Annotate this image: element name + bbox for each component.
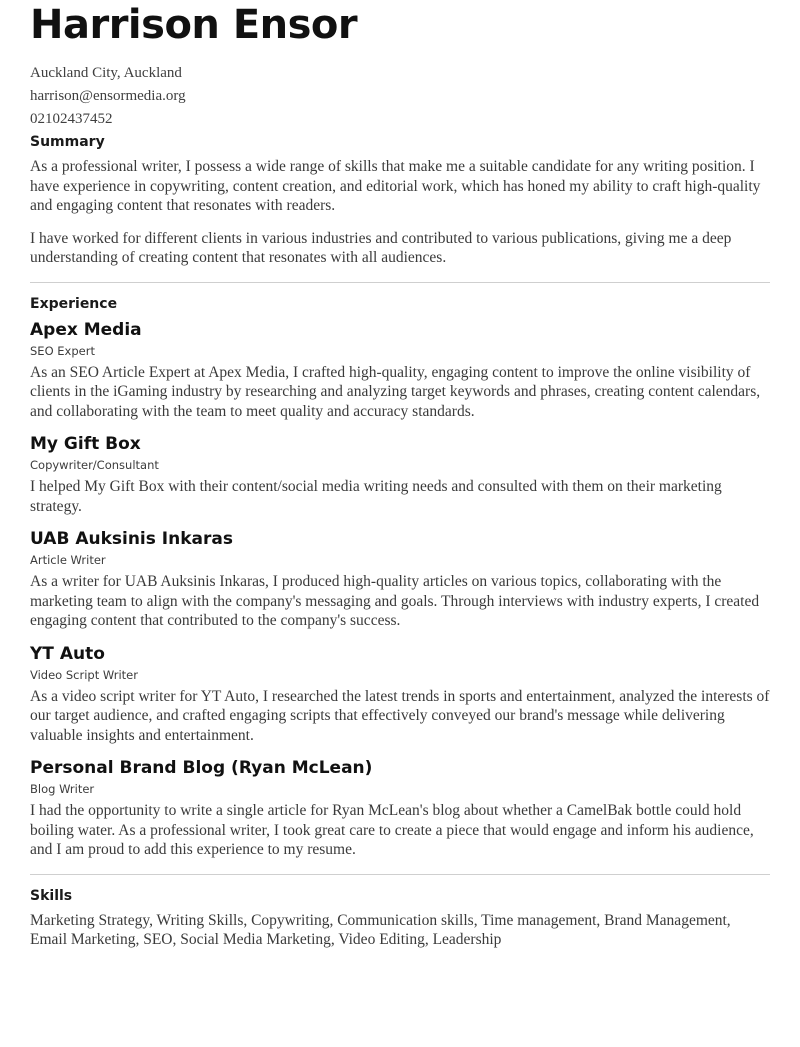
job-company: UAB Auksinis Inkaras (30, 529, 233, 549)
experience-item (30, 643, 770, 746)
section-summary (30, 133, 770, 268)
contact-phone: 02102437452 (30, 111, 113, 127)
job-role: Copywriter/Consultant (30, 458, 159, 472)
experience-item (30, 319, 770, 422)
divider (30, 874, 770, 875)
job-company: Personal Brand Blog (Ryan McLean) (30, 758, 373, 778)
job-company: My Gift Box (30, 434, 141, 454)
contact-location: Auckland City, Auckland (30, 65, 182, 81)
section-title-experience: Experience (30, 295, 118, 312)
section-title-summary: Summary (30, 134, 105, 150)
divider (30, 282, 770, 283)
job-description: As an SEO Article Expert at Apex Media, I crafted high-quality, engaging content to improve the online visibility of clients in the iGaming industry by researching and analyzing target keywords and phrases, creating content calendars, and collaborating with the team to meet quality and accuracy standards. (30, 363, 761, 420)
summary-paragraph: As a professional writer, I possess a wide range of skills that make me a suitable candidate for any writing position. I have experience in copywriting, content creation, and editorial work, which has honed my ability to craft high-quality and engaging content that resonates with readers. (30, 158, 761, 214)
section-skills (30, 887, 770, 950)
job-role: SEO Expert (30, 343, 95, 358)
section-experience (30, 295, 770, 860)
job-description: As a writer for UAB Auksinis Inkaras, I produced high-quality articles on various topics, collaborating with the marketing team to align with the company's messaging and goals. Through interviews with industry experts, I created engaging content that contributed to the company's success. (30, 573, 760, 629)
job-company: Apex Media (30, 319, 142, 340)
contact-email[interactable]: harrison@ensormedia.org (30, 88, 186, 104)
job-role: Article Writer (30, 553, 106, 567)
experience-item (30, 433, 770, 516)
summary-paragraph: I have worked for different clients in various industries and contributed to various publications, giving me a deep understanding of creating content that resonates with all audiences. (30, 229, 732, 266)
job-description: I helped My Gift Box with their content/social media writing needs and consulted with them on their marketing strategy. (30, 478, 722, 515)
section-title-skills: Skills (30, 887, 73, 904)
experience-item (30, 757, 770, 860)
job-description: I had the opportunity to write a single article for Ryan McLean's blog about whether a CamelBak bottle could hold boiling water. As a professional writer, I took great care to create a piece that would engage and inform his audience, and I am proud to add this experience to my resume. (30, 802, 754, 858)
job-role: Blog Writer (30, 782, 95, 796)
job-company: YT Auto (30, 643, 105, 664)
job-description: As a video script writer for YT Auto, I researched the latest trends in sports and entertainment, analyzed the interests of our target audience, and crafted engaging scripts that effectively conveyed our brand's message while delivering valuable insights and entertainment. (30, 687, 770, 744)
skills-list: Marketing Strategy, Writing Skills, Copywriting, Communication skills, Time management, Brand Management, Email Marketing, SEO, Social Media Marketing, Video Editing, Leadership (30, 911, 731, 948)
experience-item (30, 528, 770, 631)
contact-details (30, 62, 770, 131)
job-role: Video Script Writer (30, 667, 138, 682)
page-title: Harrison Ensor (30, 2, 358, 48)
